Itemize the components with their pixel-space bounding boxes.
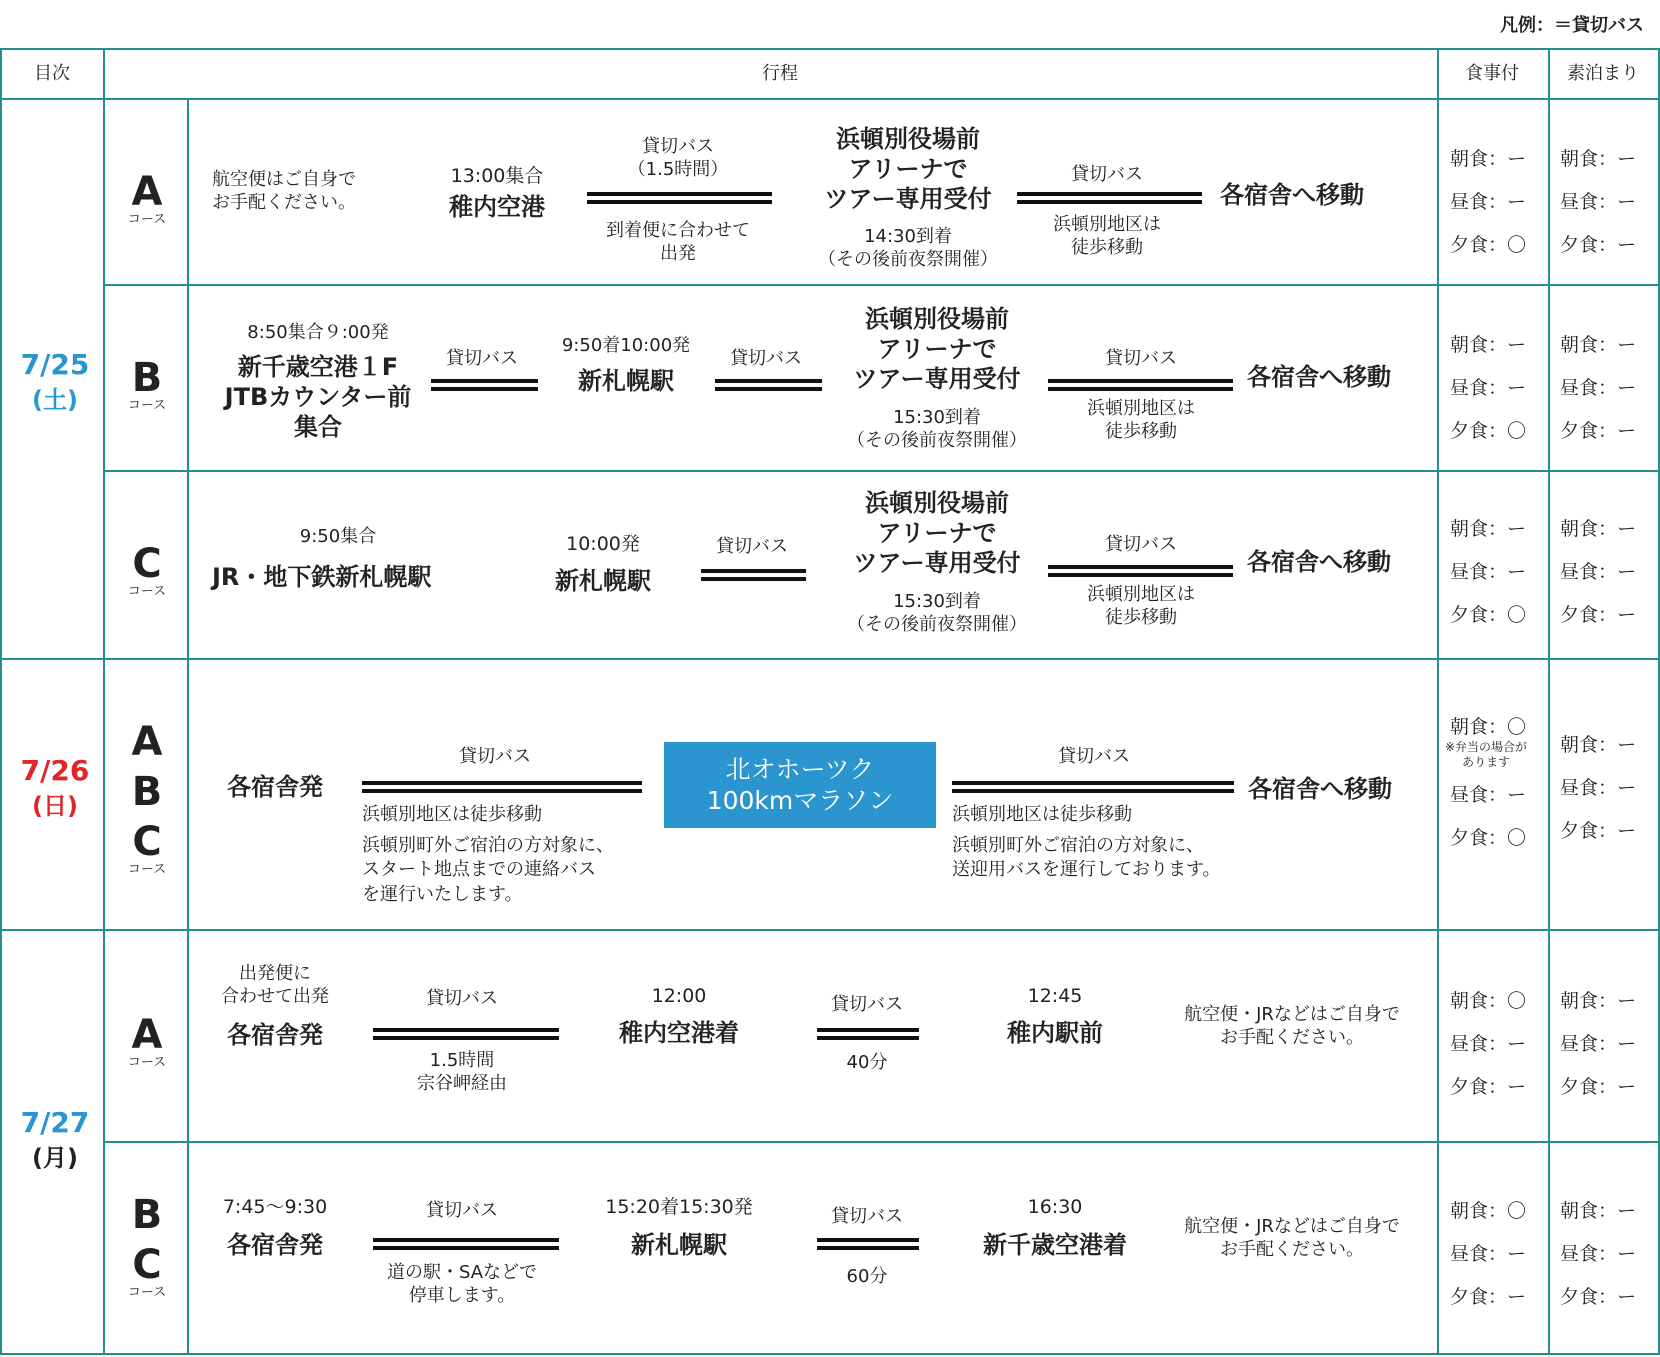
date-0726: 7/26 (日) bbox=[20, 754, 90, 820]
r5-bus-line-1 bbox=[373, 1028, 559, 1040]
r2-venue: 浜頓別役場前 アリーナで ツアー専用受付 bbox=[853, 305, 1021, 393]
meals-r3: 朝食：ー 昼食：ー 夕食：〇 bbox=[1450, 518, 1527, 626]
r4-depart: 各宿舎発 bbox=[227, 773, 323, 801]
r1-place: 稚内空港 bbox=[449, 193, 545, 221]
r5-time3: 12:45 bbox=[1027, 985, 1083, 1007]
r6-bus-line-2 bbox=[817, 1238, 919, 1250]
course-abc-label: A B C コース bbox=[127, 719, 167, 877]
r3-time2: 10:00発 bbox=[566, 533, 640, 555]
r5-time2: 12:00 bbox=[651, 985, 707, 1007]
course-c-label: C コース bbox=[127, 541, 167, 599]
course-a-label: A コース bbox=[127, 169, 167, 227]
date-0727: 7/27 (月) bbox=[20, 1106, 90, 1172]
r1-bus-sub: 到着便に合わせて 出発 bbox=[606, 220, 750, 264]
r6-place2: 新札幌駅 bbox=[631, 1231, 727, 1259]
r1-venue: 浜頓別役場前 アリーナで ツアー専用受付 bbox=[824, 125, 992, 213]
r3-bus-line-1 bbox=[701, 569, 806, 581]
r4-bus2-label: 貸切バス bbox=[1058, 746, 1130, 767]
r6-bus-line-1 bbox=[373, 1238, 559, 1250]
r4-note-2: 浜頓別町外ご宿泊の方対象に、 送迎用バスを運行しております。 bbox=[952, 835, 1221, 881]
r3-to-lodging: 各宿舎へ移動 bbox=[1247, 548, 1391, 576]
header-room-only: 素泊まり bbox=[1567, 63, 1639, 84]
header-itinerary: 行程 bbox=[762, 63, 798, 84]
room-only-r2: 朝食：ー 昼食：ー 夕食：ー bbox=[1560, 334, 1637, 442]
meals-r2: 朝食：ー 昼食：ー 夕食：〇 bbox=[1450, 334, 1527, 442]
r5-bus2-label: 貸切バス bbox=[831, 994, 903, 1015]
r3-bus1-label: 貸切バス bbox=[716, 536, 788, 557]
meals-r4: 朝食：〇 ※弁当の場合が あります 昼食：ー 夕食：〇 bbox=[1444, 716, 1528, 849]
r2-bus-line-2 bbox=[715, 379, 822, 391]
r2-time2: 9:50着10:00発 bbox=[561, 335, 691, 356]
header-index: 目次 bbox=[34, 63, 70, 84]
course-bc-label: B C コース bbox=[127, 1192, 167, 1300]
r3-station: 新札幌駅 bbox=[555, 567, 651, 595]
course-a-label-0727: A コース bbox=[127, 1012, 167, 1070]
r2-station: 新札幌駅 bbox=[578, 367, 674, 395]
r2-place: 新千歳空港１F JTBカウンター前 集合 bbox=[224, 353, 412, 441]
room-only-r3: 朝食：ー 昼食：ー 夕食：ー bbox=[1560, 518, 1637, 626]
r4-walk-2: 浜頓別地区は徒歩移動 bbox=[952, 804, 1132, 825]
room-only-r1: 朝食：ー 昼食：ー 夕食：ー bbox=[1560, 148, 1637, 256]
room-only-r6: 朝食：ー 昼食：ー 夕食：ー bbox=[1560, 1200, 1637, 1308]
legend: 凡例：＝貸切バス bbox=[1500, 15, 1644, 36]
r2-walk: 浜頓別地区は 徒歩移動 bbox=[1087, 398, 1195, 442]
r3-bus-line-2 bbox=[1048, 565, 1233, 577]
date-0725: 7/25 (土) bbox=[20, 348, 90, 414]
r4-to-lodging: 各宿舎へ移動 bbox=[1248, 775, 1392, 803]
r4-walk: 浜頓別地区は徒歩移動 bbox=[362, 804, 542, 825]
r6-time3: 16:30 bbox=[1027, 1196, 1083, 1218]
course-b-label: B コース bbox=[127, 355, 167, 413]
r1-bus-line-2 bbox=[1017, 192, 1202, 204]
r6-bus2-label: 貸切バス bbox=[831, 1206, 903, 1227]
r3-walk: 浜頓別地区は 徒歩移動 bbox=[1087, 584, 1195, 628]
r5-place3: 稚内駅前 bbox=[1007, 1019, 1103, 1047]
r1-arrive: 14:30到着 （その後前夜祭開催） bbox=[818, 226, 998, 270]
r3-venue: 浜頓別役場前 アリーナで ツアー専用受付 bbox=[853, 489, 1021, 577]
r4-bus1-label: 貸切バス bbox=[459, 746, 531, 767]
r4-bus-line-1 bbox=[362, 781, 642, 793]
meals-r6: 朝食：〇 昼食：ー 夕食：ー bbox=[1450, 1200, 1527, 1308]
r2-to-lodging: 各宿舎へ移動 bbox=[1247, 363, 1391, 391]
r3-arrive: 15:30到着 （その後前夜祭開催） bbox=[847, 591, 1027, 635]
room-only-r4: 朝食：ー 昼食：ー 夕食：ー bbox=[1560, 734, 1637, 842]
r2-bus2-label: 貸切バス bbox=[730, 348, 802, 369]
r6-depart: 各宿舎発 bbox=[227, 1231, 323, 1259]
r1-bus-label: 貸切バス （1.5時間） bbox=[627, 136, 729, 180]
r4-note: 浜頓別町外ご宿泊の方対象に、 スタート地点までの連絡バス を運行いたします。 bbox=[362, 835, 614, 905]
r6-place3: 新千歳空港着 bbox=[983, 1231, 1127, 1259]
r2-bus1-label: 貸切バス bbox=[446, 348, 518, 369]
r5-pre: 出発便に 合わせて出発 bbox=[221, 963, 329, 1008]
r1-walk: 浜頓別地区は 徒歩移動 bbox=[1053, 214, 1161, 258]
r6-note: 航空便・JRなどはご自身で お手配ください。 bbox=[1184, 1216, 1400, 1260]
marathon-banner: 北オホーツク 100kmマラソン bbox=[664, 742, 936, 828]
r5-bus-line-2 bbox=[817, 1028, 919, 1040]
r2-bus-line-1 bbox=[431, 379, 538, 391]
meals-r1: 朝食：ー 昼食：ー 夕食：〇 bbox=[1450, 148, 1527, 256]
r5-place2: 稚内空港着 bbox=[619, 1019, 739, 1047]
r5-dur3: 40分 bbox=[846, 1052, 888, 1073]
r2-arrive: 15:30到着 （その後前夜祭開催） bbox=[847, 407, 1027, 451]
r1-to-lodging: 各宿舎へ移動 bbox=[1220, 181, 1364, 209]
r2-bus-line-3 bbox=[1048, 379, 1233, 391]
r3-time: 9:50集合 bbox=[299, 526, 377, 547]
r6-dur3: 60分 bbox=[846, 1266, 888, 1287]
r1-note: 航空便はご自身で お手配ください。 bbox=[212, 169, 356, 214]
r2-bus3-label: 貸切バス bbox=[1105, 348, 1177, 369]
r6-sub: 道の駅・SAなどで 停車します。 bbox=[386, 1262, 538, 1306]
r5-note: 航空便・JRなどはご自身で お手配ください。 bbox=[1184, 1004, 1400, 1048]
r3-place: JR・地下鉄新札幌駅 bbox=[212, 563, 432, 591]
r3-bus2-label: 貸切バス bbox=[1105, 534, 1177, 555]
r6-bus1-label: 貸切バス bbox=[426, 1200, 498, 1221]
r6-time2: 15:20着15:30発 bbox=[605, 1196, 753, 1218]
r5-depart: 各宿舎発 bbox=[227, 1021, 323, 1049]
r1-bus2-label: 貸切バス bbox=[1071, 164, 1143, 185]
r5-dur: 1.5時間 宗谷岬経由 bbox=[417, 1050, 507, 1094]
r1-bus-line-1 bbox=[587, 192, 772, 204]
room-only-r5: 朝食：ー 昼食：ー 夕食：ー bbox=[1560, 990, 1637, 1098]
r2-time: 8:50集合９:00発 bbox=[247, 322, 389, 343]
r6-time1: 7:45〜9:30 bbox=[222, 1196, 328, 1218]
r1-time: 13:00集合 bbox=[450, 165, 544, 187]
r5-bus1-label: 貸切バス bbox=[426, 988, 498, 1009]
r4-bus-line-2 bbox=[952, 781, 1234, 793]
header-meals: 食事付 bbox=[1465, 63, 1519, 84]
meals-r5: 朝食：〇 昼食：ー 夕食：ー bbox=[1450, 990, 1527, 1098]
